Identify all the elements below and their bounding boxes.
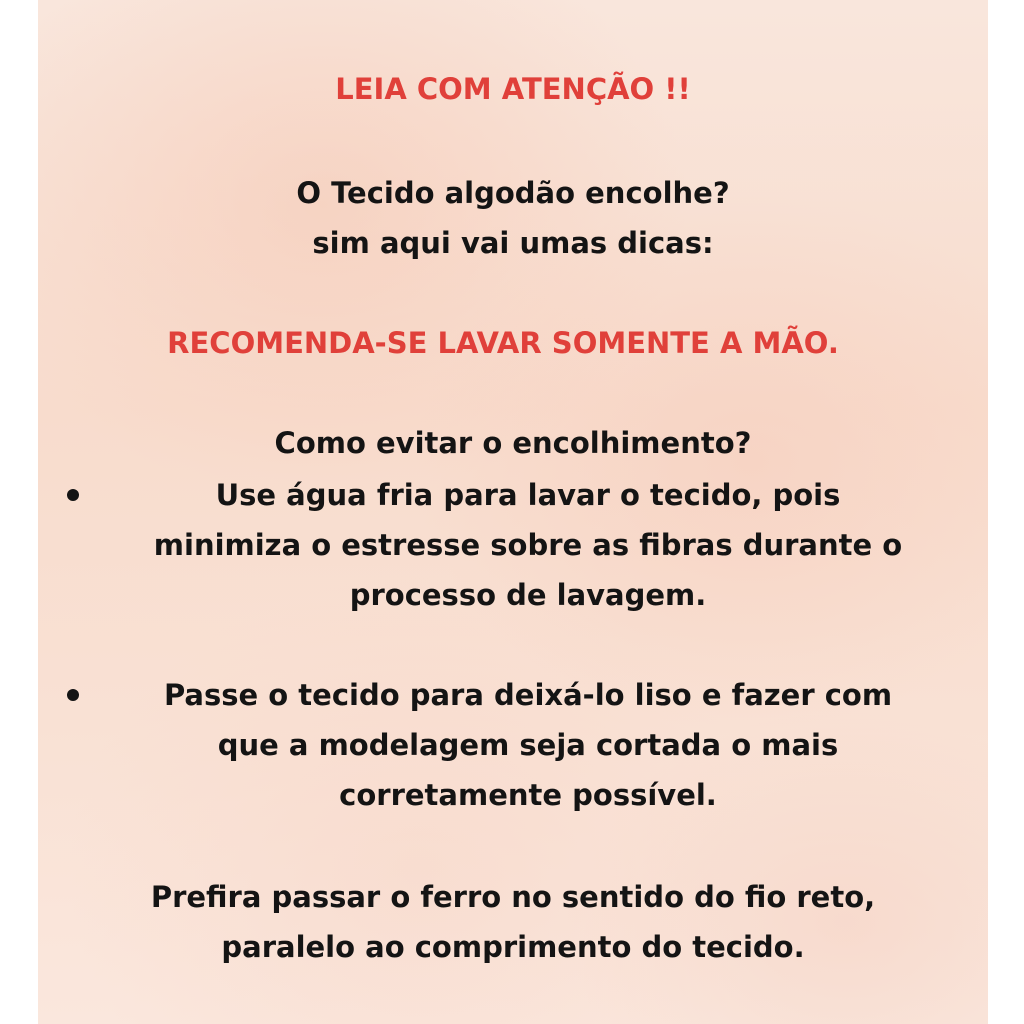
tip-2-line-3: corretamente possível. — [339, 778, 717, 812]
tip-1-line-3: processo de lavagem. — [349, 578, 707, 612]
wash-recommendation: RECOMENDA-SE LAVAR SOMENTE A MÃO. — [167, 326, 839, 360]
tip-1-line-1: Use água fria para lavar o tecido, pois — [215, 478, 841, 512]
tip-2-line-2: que a modelagem seja cortada o mais — [217, 728, 839, 762]
tip-2-line-1: Passe o tecido para deixá-lo liso e fazer com — [163, 678, 893, 712]
intro-question: O Tecido algodão encolhe? — [296, 176, 730, 210]
attention-heading: LEIA COM ATENÇÃO !! — [335, 72, 691, 106]
care-instructions-card — [38, 0, 988, 1024]
tip-1-line-2: minimiza o estresse sobre as fibras durante o — [153, 528, 903, 562]
intro-subtitle: sim aqui vai umas dicas: — [312, 226, 714, 260]
ironing-tip-line-1: Prefira passar o ferro no sentido do fio reto, — [150, 880, 876, 914]
tips-title: Como evitar o encolhimento? — [274, 426, 752, 460]
ironing-tip-line-2: paralelo ao comprimento do tecido. — [221, 930, 805, 964]
